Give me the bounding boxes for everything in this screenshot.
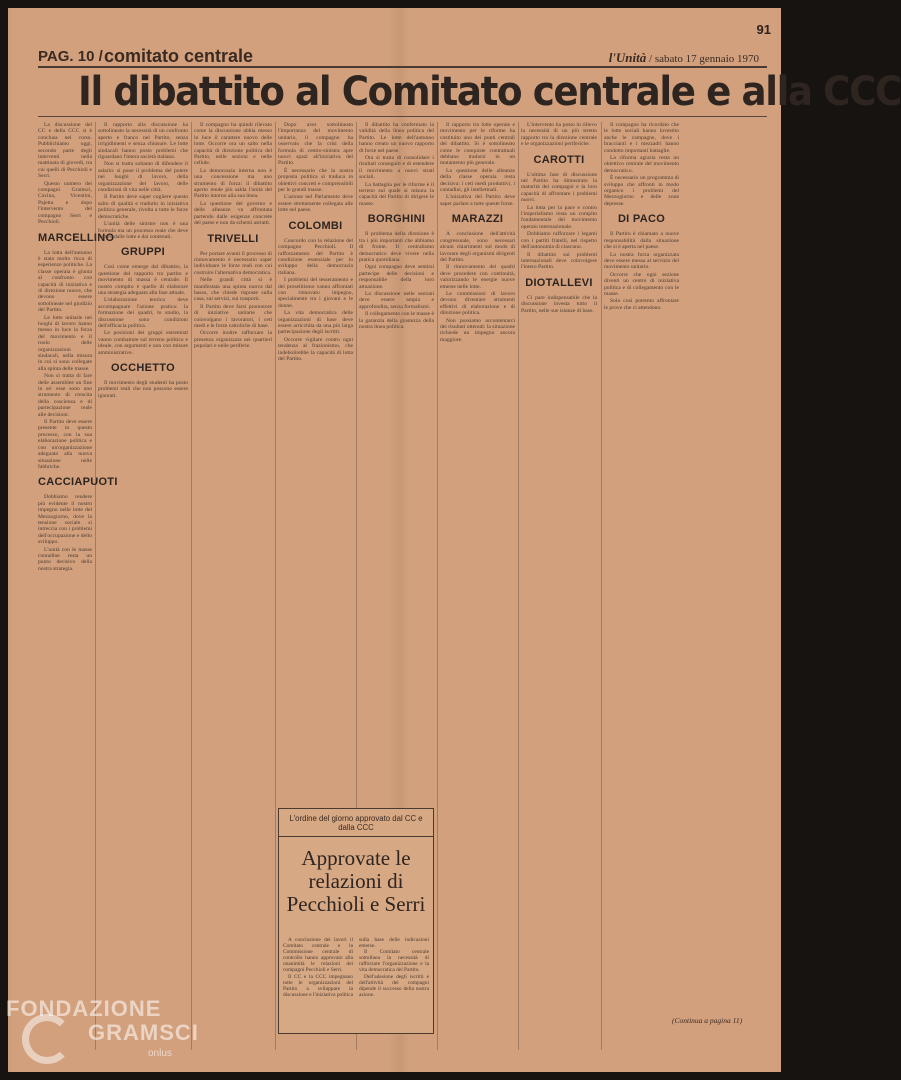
- article-paragraph: Occorre che ogni sezione diventi un centro di iniziativa politica e di collegamento con le masse.: [604, 271, 679, 297]
- column-rule: [518, 122, 519, 1050]
- watermark-text: GRAMSCI: [88, 1020, 199, 1045]
- article-paragraph: L'ultima fase di discussione nel Partito ha dimostrato la maturità dei compagni e la loro capacità di affrontare i problemi nuovi.: [521, 171, 597, 204]
- article-column: [440, 122, 515, 1050]
- article-paragraph: Il Partito deve essere presente in questo processo, con la sua elaborazione politica e con un'organizzazione adeguata alla nuova situazione nelle fabbriche.: [38, 419, 92, 470]
- article-paragraph: Il rapporto tra lotte operaie e movimento per le riforme ha costituito uno dei punti centrali del dibattito. Si è sottolineato come le conquiste contrattuali debbano tradursi in un mutamento più generale.: [440, 122, 515, 167]
- article-column: [278, 122, 353, 804]
- resolution-paragraph: A conclusione dei lavori il Comitato centrale e la Commissione centrale di controllo hanno approvato alla unanimità le relazioni dei compagni Pecchioli e Serri.: [283, 937, 353, 974]
- article-paragraph: La lotta per la pace e contro l'imperialismo resta un compito fondamentale del movimento operaio internazionale.: [521, 204, 597, 230]
- article-paragraph: L'iniziativa del Partito deve saper parlare a tutte queste forze.: [440, 194, 515, 207]
- article-paragraph: Le commissioni di lavoro devono diventare strumenti effettivi di elaborazione e di direzione politica.: [440, 290, 515, 317]
- article-paragraph: La discussione nelle sezioni deve essere ampia e approfondita, senza formalismi.: [359, 290, 434, 310]
- article-paragraph: Il movimento degli studenti ha posto problemi reali che non possono essere ignorati.: [98, 380, 188, 399]
- article-paragraph: La nostra forza organizzata deve essere messa al servizio del movimento unitario.: [604, 251, 679, 271]
- article-paragraph: La democrazia interna non è una concessione ma uno strumento di forza: il dibattito aperto rende più salda l'unità del Partito intorno alla sua linea.: [194, 167, 272, 200]
- resolution-headline: Approvate le relazioni di Pecchioli e Serri: [286, 846, 426, 916]
- article-paragraph: È necessario un programma di sviluppo che affronti in modo organico i problemi del Mezzogiorno e delle zone depresse.: [604, 175, 679, 207]
- article-paragraph: Il rapporto alla discussione ha sottolineato la necessità di un confronto aperto e franco nel Partito, senza irrigidimenti e senza chiusure. Le lotte sindacali hanno posto problemi che riguardano l'intera società italiana.: [98, 122, 188, 161]
- speaker-subhead: GRUPPI: [121, 246, 165, 259]
- column-rule: [191, 122, 192, 1050]
- article-paragraph: La questione delle alleanze della classe operaia resta decisiva: i ceti medi produttivi, i contadini, gli intellettuali.: [440, 167, 515, 194]
- article-paragraph: Non si tratta soltanto di difendere il salario: si pone il problema del potere nei luoghi di lavoro, della organizzazione del lavoro, delle condizioni di vita nelle città.: [98, 161, 188, 194]
- resolution-paragraph: Il CC e la CCC impegnano tutte le organizzazioni del Partito a sviluppare la discussione e l'iniziativa politica sulla base delle indicazioni emerse.: [283, 937, 429, 998]
- watermark-text: onlus: [148, 1048, 172, 1059]
- article-paragraph: Occorre inoltre rafforzare la presenza organizzata nei quartieri popolari e nelle periferie.: [194, 330, 272, 350]
- article-paragraph: L'elaborazione teorica deve accompagnare l'azione pratica: la formazione dei quadri, lo studio, la discussione sono condizioni dell'efficacia politica.: [98, 297, 188, 329]
- masthead: [609, 50, 759, 66]
- article-paragraph: La riforma agraria resta un obiettivo centrale del movimento democratico.: [604, 155, 679, 174]
- article-paragraph: Dobbiamo rafforzare i legami con i partiti fratelli, nel rispetto dell'autonomia di ciascuno.: [521, 231, 597, 251]
- article-column: [98, 122, 188, 1050]
- resolution-body: [283, 937, 429, 1029]
- article-paragraph: Dopo aver sottolineato l'importanza del movimento unitario, il compagno ha osservato che la crisi della formula di centro-sinistra apre nuovi spazi all'iniziativa del Partito.: [278, 122, 353, 167]
- speaker-subhead: OCCHETTO: [111, 362, 175, 374]
- article-paragraph: A conclusione dell'attività congressuale, sono necessari alcuni chiarimenti sul modo di lavorare degli organismi dirigenti del Partito.: [440, 231, 515, 263]
- article-paragraph: Il collegamento con le masse è la garanzia della giustezza della nostra linea politica.: [359, 311, 434, 330]
- continuation-note: (Continua a pagina 11): [672, 1016, 743, 1025]
- article-paragraph: Il dibattito sui problemi internazionali deve coinvolgere l'intero Partito.: [521, 251, 597, 271]
- article-paragraph: Per portare avanti il processo di rinnovamento è necessario saper individuare le forze reali con cui costruire l'alternativa democratica.: [194, 250, 272, 276]
- article-paragraph: È necessario che la nostra proposta politica si traduca in obiettivi concreti e comprensibili per le grandi masse.: [278, 167, 353, 194]
- article-paragraph: Questo numero dei compagni Gramsci, Cavina, Vicentini, Pajetta e dopo l'intervento del compagno Serri e Pecchioli.: [38, 180, 92, 226]
- resolution-box-title: L'ordine del giorno approvato dal CC e dalla CCC: [279, 809, 433, 837]
- speaker-subhead: CACCIAPUOTI: [38, 476, 118, 489]
- article-paragraph: L'unità con le masse contadine resta un punto decisivo della nostra strategia.: [38, 546, 92, 572]
- newspaper-name: l'Unità: [608, 50, 647, 65]
- speaker-subhead: COLOMBI: [288, 219, 343, 232]
- article-paragraph: Ci pare indispensabile che la discussione investa tutto il Partito, nelle sue istanze di base.: [521, 294, 597, 314]
- issue-date: / sabato 17 gennaio 1970: [649, 53, 759, 65]
- article-column: [604, 122, 679, 1050]
- article-paragraph: Solo così potremo affrontare le prove che ci attendono.: [604, 298, 679, 311]
- article-column: [521, 122, 597, 1050]
- column-rule: [437, 122, 438, 1050]
- speaker-subhead: TRIVELLI: [207, 232, 259, 245]
- headline-rule: [38, 116, 767, 117]
- article-paragraph: La battaglia per le riforme è il terreno sul quale si misura la capacità del Partito di dirigere le masse.: [359, 181, 434, 207]
- article-paragraph: Il dibattito ha confermato la validità della linea politica del Partito. Le lotte dell'autunno hanno creato un nuovo rapporto di forze nel paese.: [359, 122, 434, 154]
- article-paragraph: Non si tratta di fare delle assemblee un fine in sé: esse sono uno strumento di crescita della coscienza e di partecipazione reale alle decisioni.: [38, 373, 92, 418]
- article-paragraph: Nelle grandi città si è manifestata una spinta nuova dal basso, che chiede risposte sulla casa, sui servizi, sui trasporti.: [194, 277, 272, 303]
- article-paragraph: L'intervento ha posto in rilievo la necessità di un più stretto rapporto tra la direzione centrale e le organizzazioni periferiche.: [521, 122, 597, 148]
- speaker-subhead: MARCELLINO: [38, 231, 115, 244]
- article-paragraph: Concordo con la relazione del compagno Pecchioli. Il rafforzamento del Partito è condizione essenziale per lo sviluppo della democrazia italiana.: [278, 237, 353, 276]
- speaker-subhead: CAROTTI: [533, 153, 585, 166]
- article-paragraph: Il compagno ha quindi rilevato come la discussione abbia messo in luce il carattere nuovo delle lotte. Occorre ora un salto nella capacità di direzione politica del Partito, nelle sezioni e nelle cellule.: [194, 122, 272, 167]
- newspaper-page: [8, 8, 901, 1072]
- article-paragraph: I problemi del tesseramento e del proselitismo vanno affrontati con rinnovato impegno, specialmente tra i giovani e le donne.: [278, 277, 353, 309]
- page-number: 91: [756, 22, 771, 37]
- speaker-subhead: DIOTALLEVI: [525, 276, 593, 289]
- article-paragraph: Ogni compagno deve sentirsi partecipe delle decisioni e responsabile della loro attuazione.: [359, 264, 434, 290]
- article-paragraph: Il rinnovamento dei quadri deve procedere con continuità, valorizzando le energie nuove emerse nelle lotte.: [440, 264, 515, 290]
- article-paragraph: L'azione nel Parlamento deve essere strettamente collegata alle lotte nel paese.: [278, 194, 353, 214]
- watermark-text: FONDAZIONE: [6, 996, 162, 1021]
- speaker-subhead: MARAZZI: [451, 213, 504, 226]
- article-paragraph: La questione del governo e delle alleanze va affrontata partendo dalle esigenze concrete del paese e non da schemi astratti.: [194, 200, 272, 227]
- resolution-paragraph: Il Comitato centrale sottolinea la necessità di rafforzare l'organizzazione e la vita democratica del Partito.: [359, 949, 429, 974]
- page-headline: Il dibattito al Comitato centrale e alla CCC: [78, 69, 901, 115]
- article-paragraph: Non possiamo accontentarci dei risultati ottenuti: la situazione richiede un impegno ancora maggiore.: [440, 317, 515, 343]
- article-paragraph: La vita democratica delle organizzazioni di base deve essere arricchita da una più larga partecipazione degli iscritti.: [278, 310, 353, 336]
- article-paragraph: La discussione del CC e della CCC si è conclusa nel corso. Pubblichiamo oggi, secondo parte degli interventi nella mattinata di giovedì, tra cui quelli di Pecchioli e Serri.: [38, 122, 92, 180]
- resolution-box: [278, 808, 434, 1034]
- column-rule: [601, 122, 602, 1050]
- resolution-paragraph: Dell'adesione degli iscritti e dell'attività dei compagni dipende il successo della nostra azione.: [359, 973, 429, 998]
- article-paragraph: Il problema della direzione è tra i più importanti che abbiamo di fronte. Il centralismo democratico deve vivere nella pratica quotidiana.: [359, 231, 434, 263]
- article-paragraph: L'unità delle sinistre non è una formula ma un processo reale che deve partire dalle lotte e dai contenuti.: [98, 221, 188, 240]
- article-paragraph: Il compagno ha ricordato che le lotte sociali hanno investito anche le campagne, dove i braccianti e i mezzadri hanno condotto importanti battaglie.: [604, 122, 679, 154]
- article-paragraph: Dobbiamo rendere più evidente il nostro impegno nelle lotte del Mezzogiorno, dove la tensione sociale si intreccia con i problemi dell'occupazione e dello sviluppo.: [38, 494, 92, 546]
- speaker-subhead: BORGHINI: [367, 213, 426, 226]
- speaker-subhead: DI PACO: [617, 213, 666, 226]
- article-paragraph: Il Partito deve farsi promotore di iniziative unitarie che coinvolgano i lavoratori, i ceti medi e le forze cattoliche di base.: [194, 303, 272, 329]
- article-paragraph: Il Partito è chiamato a nuove responsabilità dalla situazione che si è aperta nel paese.: [604, 231, 679, 251]
- article-paragraph: Le lotte unitarie nei luoghi di lavoro hanno messo in luce la forza del movimento e il ruolo delle organizzazioni sindacali, nella misura in cui si sono collegate alla spinta delle masse.: [38, 314, 92, 372]
- article-paragraph: Ora si tratta di consolidare i risultati conseguiti e di estendere il movimento a nuovi strati sociali.: [359, 155, 434, 181]
- article-paragraph: Il Partito deve saper cogliere questo salto di qualità e tradurlo in iniziativa politica generale, rivolta a tutte le forze democratiche.: [98, 194, 188, 220]
- column-rule: [275, 122, 276, 1050]
- article-paragraph: La lotta dell'autunno è stata molto ricca di esperienze politiche. La classe operaia è giunta al confronto con capacità di iniziativa e di direzione nuove, che devono essere sottolineate nel giudizio del Partito.: [38, 249, 92, 314]
- article-column: [359, 122, 434, 804]
- article-column: [194, 122, 272, 1050]
- article-paragraph: Occorre vigilare contro ogni tendenza al frazionismo, che indebolirebbe la capacità di lotta del Partito.: [278, 336, 353, 362]
- article-paragraph: Così come emerge dal dibattito, la questione del rapporto tra partito e movimento di massa è centrale. Il nostro compito è quello di elaborare una strategia adeguata alla fase attuale.: [98, 264, 188, 296]
- section-label: comitato centrale: [104, 46, 254, 66]
- page-label: PAG. 10 /: [38, 48, 103, 65]
- article-paragraph: Le posizioni dei gruppi estremisti vanno combattute sul terreno politico e ideale, con argomenti e non con misure amministrative.: [98, 330, 188, 356]
- column-rule: [95, 122, 96, 1050]
